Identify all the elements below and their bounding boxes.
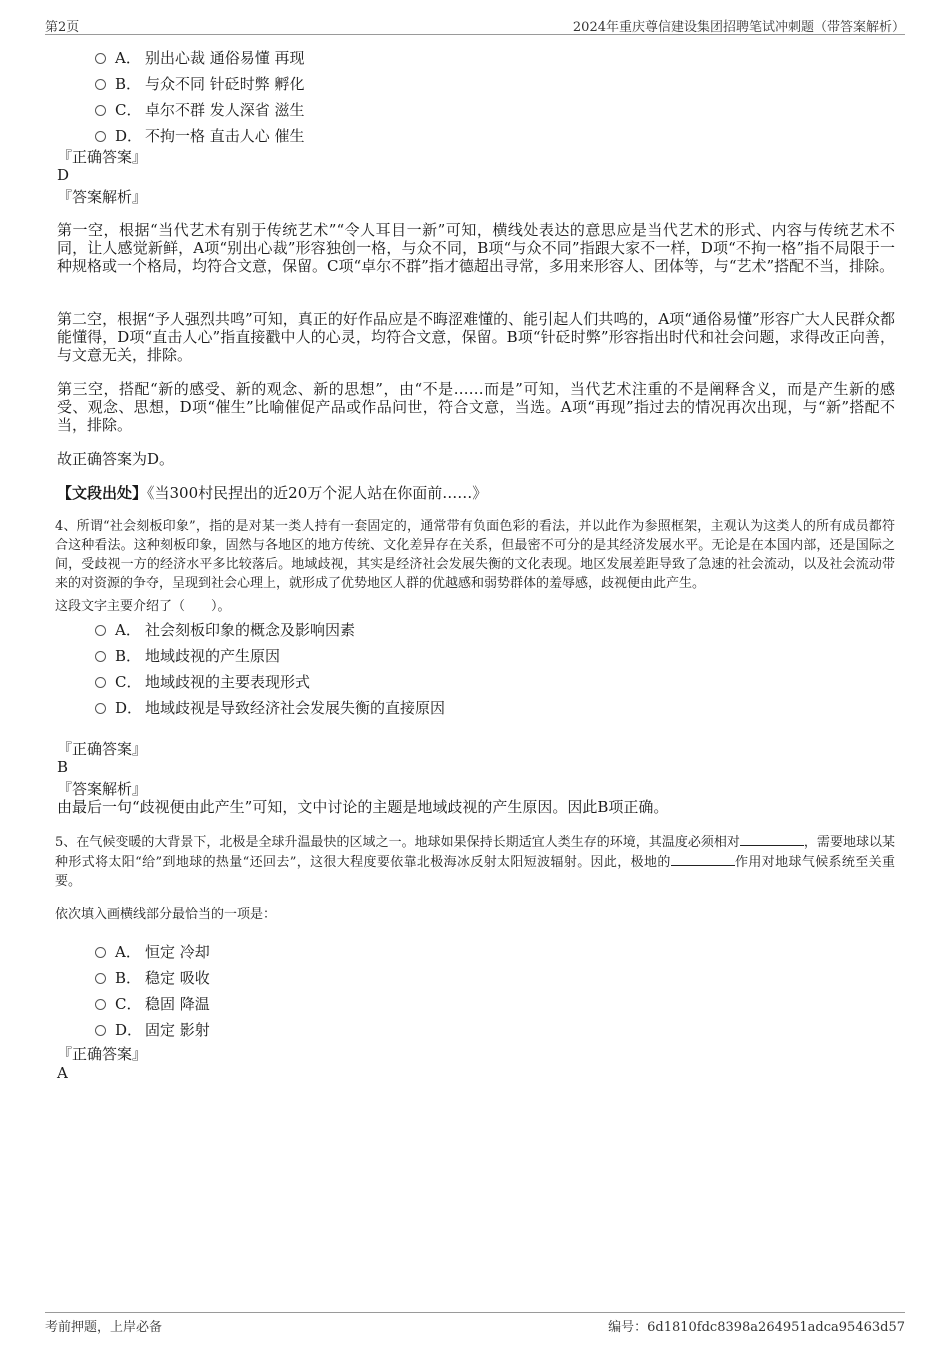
radio-icon[interactable] <box>95 973 106 984</box>
q5-option-d[interactable]: D． 固定 影射 <box>95 1017 210 1043</box>
fill-blank-1[interactable] <box>740 832 804 846</box>
page-number: 第2页 <box>45 20 80 35</box>
q4-analysis: 由最后一句“歧视便由此产生”可知，文中讨论的主题是地域歧视的产生原因。因此B项正确。 <box>57 798 669 816</box>
page-footer <box>45 1312 905 1335</box>
radio-icon[interactable] <box>95 677 106 688</box>
q4-question: 这段文字主要介绍了（ ）。 <box>55 599 231 614</box>
q4-option-a[interactable]: A． 社会刻板印象的概念及影响因素 <box>95 617 445 643</box>
q5-stem: 5、在气候变暖的大背景下，北极是全球升温最快的区域之一。地球如果保持长期适宜人类生存的环境，其温度必须相对 ，需要地球以某种形式将太阳“给”到地球的热量“还回去”，这很大程度要依靠北极海冰反射太阳短波辐射。因此，极地的 作用对地球气候系统至关重要。 <box>55 832 895 891</box>
q4-option-d[interactable]: D． 地域歧视是导致经济社会发展失衡的直接原因 <box>95 695 445 721</box>
radio-icon[interactable] <box>95 131 106 142</box>
q5-question: 依次填入画横线部分最恰当的一项是： <box>55 907 277 922</box>
radio-icon[interactable] <box>95 1025 106 1036</box>
radio-icon[interactable] <box>95 947 106 958</box>
source-title: 《当300村民捏出的近20万个泥人站在你面前……》 <box>147 484 488 502</box>
radio-icon[interactable] <box>95 999 106 1010</box>
q4-answer: B <box>57 758 69 776</box>
q4-stem: 4、所谓“社会刻板印象”，指的是对某一类人持有一套固定的，通常带有负面色彩的看法，并以此作为参照框架，主观认为这类人的所有成员都符合这种看法。这种刻板印象，固然与各地区的地方传统、文化差异存在关系，但最密不可分的是其经济发展水平。无论是在本国内部，还是国际之间，受歧视一方的经济水平多比较落后。地域歧视，其实是经济社会发展失衡的文化表现。地区发展差距导致了急速的社会流动，以及社会流动带来的对资源的争夺，呈现到社会心理上，就形成了优势地区人群的优越感和弱势群体的羞辱感，歧视便由此产生。 <box>55 519 895 591</box>
q3-answer: D <box>57 166 70 184</box>
q3-option-d[interactable]: D． 不拘一格 直击人心 催生 <box>95 123 305 149</box>
footer-slogan: 考前押题，上岸必备 <box>45 1320 163 1335</box>
radio-icon[interactable] <box>95 651 106 662</box>
q3-analysis-paragraph-1: 第一空，根据“当代艺术有别于传统艺术”“令人耳目一新”可知，横线处表达的意思应是当代艺术的形式、内容与传统艺术不同，让人感觉新鲜，A项“别出心裁”形容独创一格，与众不同，B项“与众不同”指跟大家不一样，D项“不拘一格”指不局限于一种规格或一个格局，均符合文意，保留。C项“卓尔不群”指才德超出寻常，多用来形容人、团体等，与“艺术”搭配不当，排除。 <box>57 221 895 275</box>
q3-option-c[interactable]: C． 卓尔不群 发人深省 滋生 <box>95 97 305 123</box>
q3-analysis-label: 『答案解析』 <box>57 188 148 206</box>
q4-option-c[interactable]: C． 地域歧视的主要表现形式 <box>95 669 445 695</box>
q4-option-b[interactable]: B． 地域歧视的产生原因 <box>95 643 445 669</box>
q3-options <box>95 45 305 149</box>
q3-answer-label: 『正确答案』 <box>57 148 148 166</box>
q3-analysis-paragraph-3: 第三空，搭配“新的感受、新的观念、新的思想”，由“不是……而是”可知，当代艺术注重的不是阐释含义，而是产生新的感受、观念、思想，D项“催生”比喻催促产品或作品问世，符合文意，当选。A项“再现”指过去的情况再次出现，与“新”搭配不当，排除。 <box>57 380 895 434</box>
q4-options <box>95 617 445 721</box>
fill-blank-2[interactable] <box>671 852 735 866</box>
radio-icon[interactable] <box>95 79 106 90</box>
q5-option-c[interactable]: C． 稳固 降温 <box>95 991 210 1017</box>
document-code: 编号：6d1810fdc8398a264951adca95463d57 <box>608 1320 905 1335</box>
q5-answer: A <box>57 1064 68 1082</box>
q5-answer-label: 『正确答案』 <box>57 1045 148 1063</box>
radio-icon[interactable] <box>95 703 106 714</box>
q5-option-b[interactable]: B． 稳定 吸收 <box>95 965 210 991</box>
q3-source <box>57 484 487 502</box>
radio-icon[interactable] <box>95 53 106 64</box>
source-label: 【文段出处】 <box>57 484 148 502</box>
q4-answer-label: 『正确答案』 <box>57 740 148 758</box>
q3-option-a[interactable]: A． 别出心裁 通俗易懂 再现 <box>95 45 305 71</box>
q5-options <box>95 939 210 1043</box>
q3-conclusion: 故正确答案为D。 <box>57 450 175 468</box>
page-header <box>45 14 905 35</box>
radio-icon[interactable] <box>95 105 106 116</box>
q4-analysis-label: 『答案解析』 <box>57 780 148 798</box>
q3-option-b[interactable]: B． 与众不同 针砭时弊 孵化 <box>95 71 305 97</box>
q3-analysis-paragraph-2: 第二空，根据“予人强烈共鸣”可知，真正的好作品应是不晦涩难懂的、能引起人们共鸣的，A项“通俗易懂”形容广大人民群众都能懂得，D项“直击人心”指直接戳中人的心灵，均符合文意，保留。B项“针砭时弊”形容指出时代和社会问题，求得改正向善，与文意无关，排除。 <box>57 310 895 364</box>
q5-option-a[interactable]: A． 恒定 冷却 <box>95 939 210 965</box>
document-title: 2024年重庆尊信建设集团招聘笔试冲刺题（带答案解析） <box>572 20 905 35</box>
radio-icon[interactable] <box>95 625 106 636</box>
